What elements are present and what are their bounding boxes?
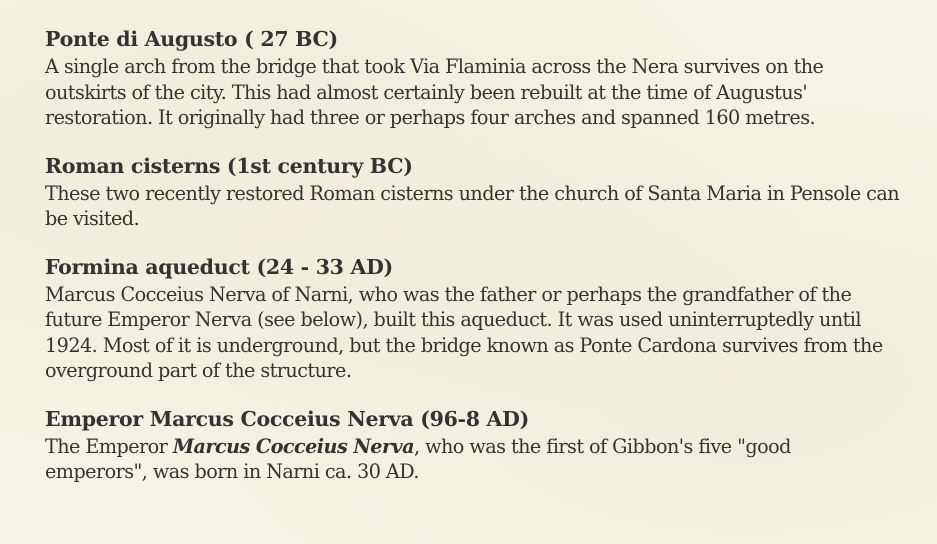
- section-heading: Roman cisterns (1st century BC): [45, 153, 413, 178]
- paragraph-line: emperors", was born in Narni ca. 30 AD.: [45, 460, 419, 483]
- section-paragraph: [45, 54, 925, 131]
- section-emperor-nerva: [45, 404, 925, 485]
- section-formina-aqueduct: [45, 252, 925, 384]
- paragraph-line: be visited.: [45, 207, 140, 230]
- section-roman-cisterns: [45, 151, 925, 232]
- paragraph-text: The Emperor: [45, 434, 173, 458]
- emperor-name: Marcus Cocceius Nerva: [172, 434, 415, 458]
- paragraph-line: [45, 434, 925, 460]
- paragraph-line: future Emperor Nerva (see below), built this aqueduct. It was used uninterruptedly until: [45, 308, 861, 331]
- paragraph-line: A single arch from the bridge that took Via Flaminia across the Nera survives on the: [45, 55, 824, 78]
- section-heading: Formina aqueduct (24 - 33 AD): [45, 254, 393, 279]
- section-paragraph: [45, 434, 925, 485]
- section-paragraph: [45, 181, 925, 232]
- paragraph-line: These two recently restored Roman cisterns under the church of Santa Maria in Pensole can: [45, 181, 900, 205]
- paragraph-text: , who was the first of Gibbon's five "good: [414, 434, 791, 458]
- paragraph-line: 1924. Most of it is underground, but the bridge known as Ponte Cardona survives from the: [45, 333, 883, 357]
- paragraph-line: Marcus Cocceius Nerva of Narni, who was the father or perhaps the grandfather of the: [45, 282, 852, 306]
- article-content: [45, 24, 925, 485]
- paragraph-line: restoration. It originally had three or perhaps four arches and spanned 160 metres.: [45, 106, 816, 129]
- paragraph-line: overground part of the structure.: [45, 359, 352, 382]
- section-heading: Ponte di Augusto ( 27 BC): [45, 27, 338, 51]
- section-heading: Emperor Marcus Cocceius Nerva (96-8 AD): [45, 406, 530, 431]
- paragraph-line: outskirts of the city. This had almost certainly been rebuilt at the time of Augustus': [45, 80, 808, 104]
- section-ponte-di-augusto: [45, 24, 925, 131]
- section-paragraph: [45, 282, 925, 384]
